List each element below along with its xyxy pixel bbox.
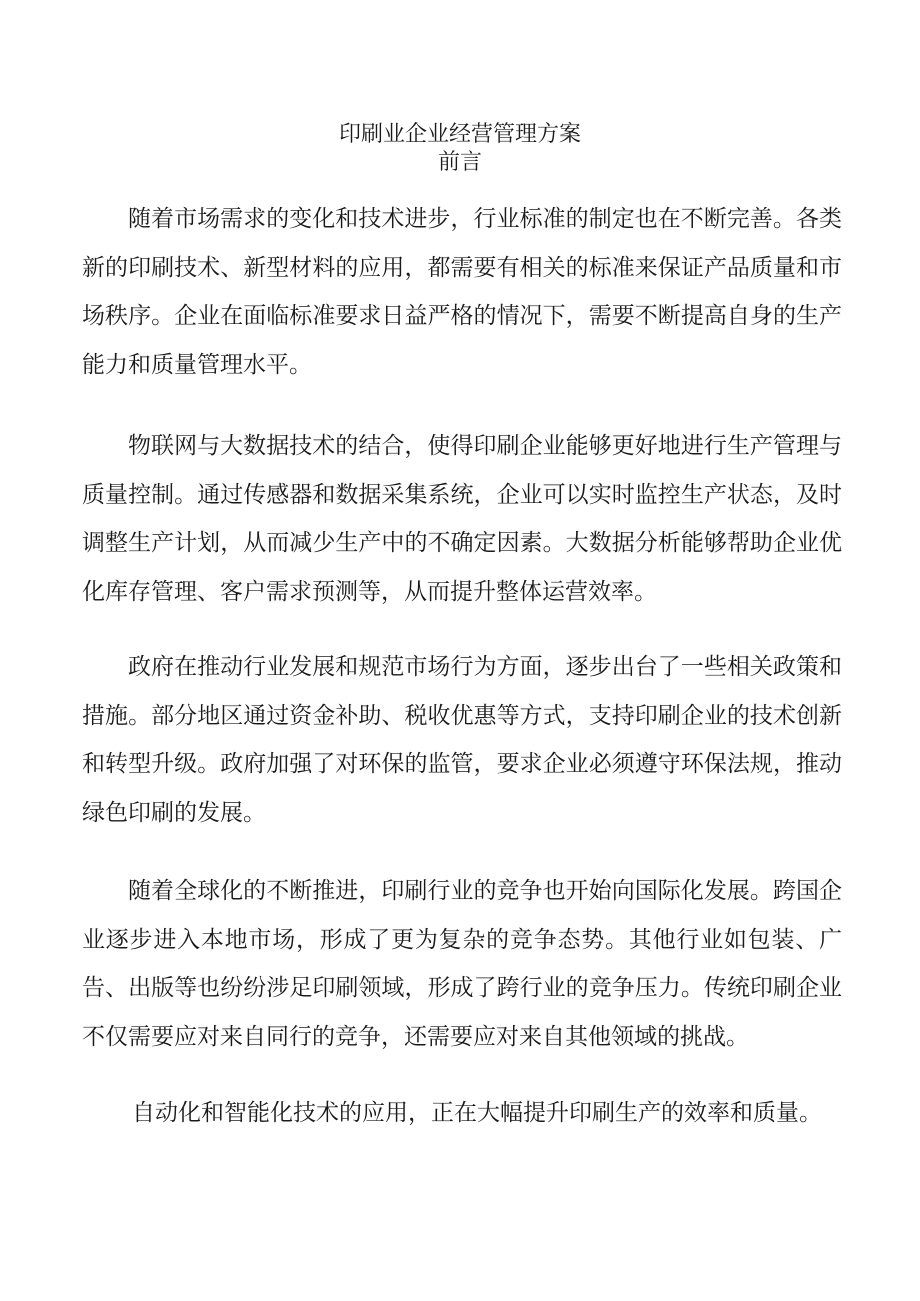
body-paragraph: 自动化和智能化技术的应用，正在大幅提升印刷生产的效率和质量。 [132,1100,822,1126]
section-heading: 前言 [437,150,482,175]
document-title: 印刷业企业经营管理方案 [338,122,581,147]
body-paragraph: 物联网与大数据技术的结合，使得印刷企业能够更好地进行生产管理与质量控制。通过传感器和数据采集系统，企业可以实时监控生产状态，及时调整生产计划，从而减少生产中的不确定因素。大数据分析能够帮助企业优化库存管理、客户需求预测等，从而提升整体运营效率。 [82,433,842,605]
body-paragraph: 随着市场需求的变化和技术进步，行业标准的制定也在不断完善。各类新的印刷技术、新型材料的应用，都需要有相关的标准来保证产品质量和市场秩序。企业在面临标准要求日益严格的情况下，需要不断提高自身的生产能力和质量管理水平。 [82,206,842,378]
body-paragraph: 随着全球化的不断推进，印刷行业的竞争也开始向国际化发展。跨国企业逐步进入本地市场，形成了更为复杂的竞争态势。其他行业如包装、广告、出版等也纷纷涉足印刷领域，形成了跨行业的竞争压力。传统印刷企业不仅需要应对来自同行的竞争，还需要应对来自其他领域的挑战。 [82,878,842,1050]
body-paragraph: 政府在推动行业发展和规范市场行为方面，逐步出台了一些相关政策和措施。部分地区通过资金补助、税收优惠等方式，支持印刷企业的技术创新和转型升级。政府加强了对环保的监管，要求企业必须遵守环保法规，推动绿色印刷的发展。 [82,654,842,826]
